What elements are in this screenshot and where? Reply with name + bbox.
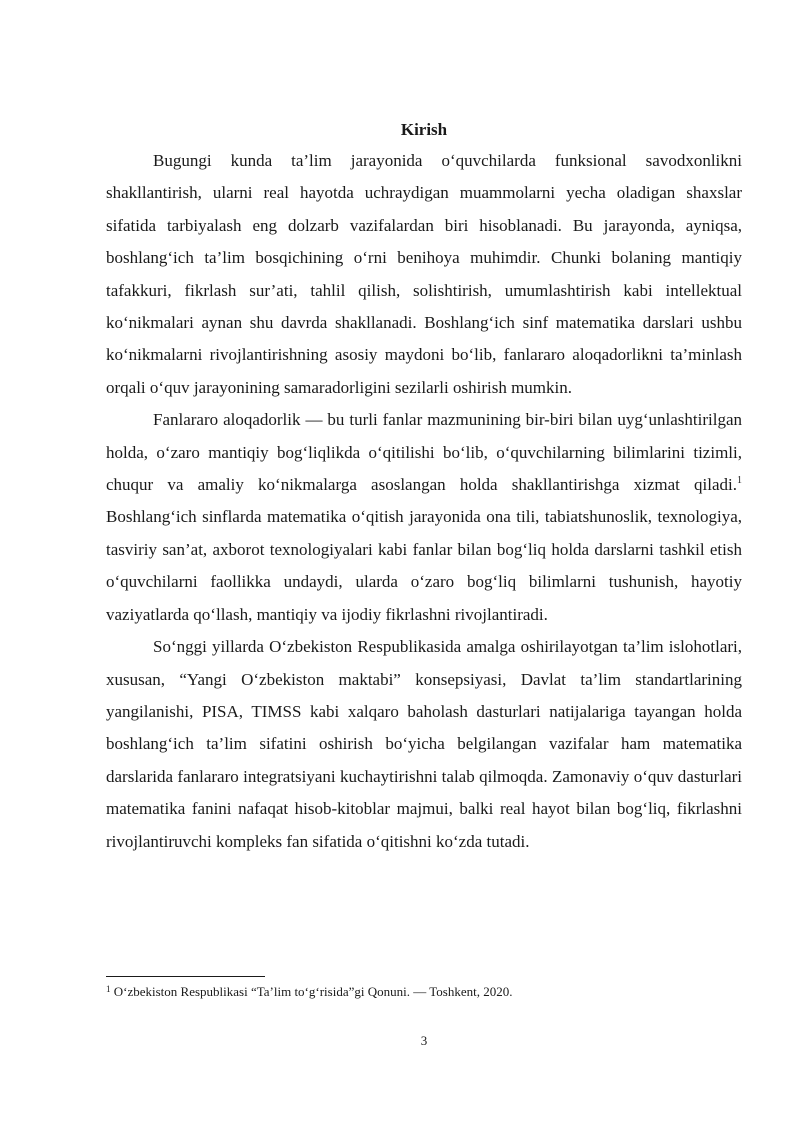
page-number: 3 — [420, 1033, 428, 1048]
paragraph-2-text-b: Boshlang‘ich sinflarda matematika o‘qitish jarayonida ona tili, tabiatshunoslik, texnologiya, tasviriy san’at, axborot texnologiyalari kabi fanlar bilan bog‘liq holda darslarni tashkil etish o‘quvchilarni faollikka undaydi, ularda o‘zaro bog‘liq bilimlarni tushunish, hayotiy vaziyatlarda qo‘llash, mantiqiy va ijodiy fikrlashni rivojlantiradi. — [106, 507, 742, 624]
paragraph-1 — [106, 145, 742, 404]
paragraph-2-text-a: Fanlararo aloqadorlik — bu turli fanlar mazmunining bir-biri bilan uyg‘unlashtirilgan holda, o‘zaro mantiqiy bog‘liqlikda o‘qitilishi bo‘lib, o‘quvchilarning bilimlarini tizimli, chuqur va amaliy ko‘nikmalarga asoslangan holda shakllantirishga xizmat qiladi. — [106, 410, 742, 495]
section-heading: Kirish — [400, 120, 448, 139]
footnote — [106, 983, 742, 1001]
paragraph-2 — [106, 404, 742, 631]
footnote-reference[interactable]: 1 — [737, 475, 742, 487]
paragraph-3-text: So‘nggi yillarda O‘zbekiston Respublikasida amalga oshirilayotgan ta’lim islohotlari, xususan, “Yangi O‘zbekiston maktabi” konsepsiyasi, Davlat ta’lim standartlarining yangilanishi, PISA, TIMSS kabi xalqaro baholash dasturlari natijalariga tayangan holda boshlang‘ich ta’lim sifatini oshirish bo‘yicha belgilangan vazifalar ham matematika darslarida fanlararo integratsiyani kuchaytirishni talab qilmoqda. Zamonaviy o‘quv dasturlari matematika fanini nafaqat hisob-kitoblar majmui, balki real hayot bilan bog‘liq, fikrlashni rivojlantiruvchi kompleks fan sifatida o‘qitishni ko‘zda tutadi. — [106, 637, 742, 851]
document-page — [106, 116, 742, 858]
paragraph-3 — [106, 631, 742, 858]
footnote-text: O‘zbekiston Respublikasi “Ta’lim to‘g‘risida”gi Qonuni. — Toshkent, 2020. — [110, 984, 513, 999]
paragraph-1-text: Bugungi kunda ta’lim jarayonida o‘quvchilarda funksional savodxonlikni shakllantirish, ularni real hayotda uchraydigan muammolarni yecha oladigan shaxslar sifatida tarbiyalash eng dolzarb vazifalardan biri hisoblanadi. Bu jarayonda, ayniqsa, boshlang‘ich ta’lim bosqichining o‘rni benihoya muhimdir. Chunki bolaning mantiqiy tafakkuri, fikrlash sur’ati, tahlil qilish, solishtirish, umumlashtirish kabi intellektual ko‘nikmalari aynan shu davrda shakllanadi. Boshlang‘ich sinf matematika darslari ushbu ko‘nikmalarni rivojlantirishning asosiy maydoni bo‘lib, fanlararo aloqadorlikni ta’minlash orqali o‘quv jarayonining samaradorligini sezilarli oshirish mumkin. — [106, 151, 742, 397]
footnote-mark: 1 — [106, 984, 111, 994]
footnote-divider — [106, 976, 265, 977]
